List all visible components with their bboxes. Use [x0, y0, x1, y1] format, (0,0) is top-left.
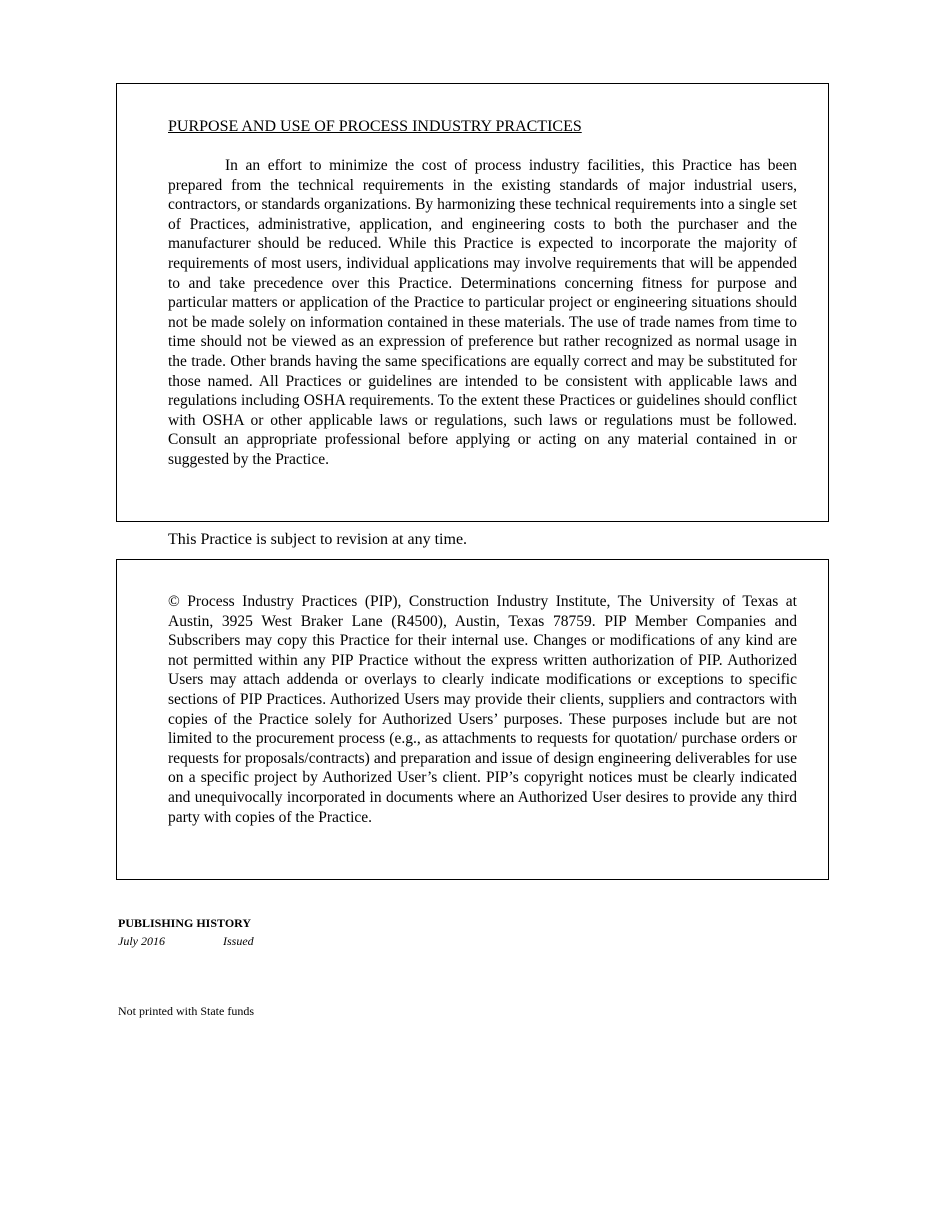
publishing-history-status: Issued [223, 934, 254, 948]
purpose-paragraph: In an effort to minimize the cost of process industry facilities, this Practice has been prepared from the technical requirements in the existing standards of major industrial users, contractors, or standards organizations. By harmonizing these technical requirements into a single set of Practices, administrative, application, and engineering costs to both the purchaser and the manufacturer should be reduced. While this Practice is expected to incorporate the majority of requirements of most users, individual applications may involve requirements that will be appended to and take precedence over this Practice. Determinations concerning fitness for purpose and particular matters or application of the Practice to particular project or engineering situations should not be made solely on information contained in these materials. The use of trade names from time to time should not be viewed as an expression of preference but rather recognized as normal usage in the trade. Other brands having the same specifications are equally correct and may be substituted for those named. All Practices or guidelines are intended to be consistent with applicable laws and regulations including OSHA requirements. To the extent these Practices or guidelines should conflict with OSHA or other applicable laws or regulations, such laws or regulations must be followed. Consult an appropriate professional before applying or acting on any material contained in or suggested by the Practice. [168, 157, 797, 468]
footer-note: Not printed with State funds [118, 1004, 254, 1018]
revision-note: This Practice is subject to revision at any time. [168, 531, 468, 548]
publishing-history-title: PUBLISHING HISTORY [118, 916, 252, 930]
purpose-heading: PURPOSE AND USE OF PROCESS INDUSTRY PRACTICES [168, 118, 582, 135]
purpose-box [116, 83, 829, 522]
copyright-box [116, 559, 829, 880]
publishing-history-date: July 2016 [118, 934, 165, 948]
copyright-paragraph: © Process Industry Practices (PIP), Construction Industry Institute, The University of Texas at Austin, 3925 West Braker Lane (R4500), Austin, Texas 78759. PIP Member Companies and Subscribers may copy this Practice for their internal use. Changes or modifications of any kind are not permitted within any PIP Practice without the express written authorization of PIP. Authorized Users may attach addenda or overlays to clearly indicate modifications or exceptions to specific sections of PIP Practices. Authorized Users may provide their clients, suppliers and contractors with copies of the Practice solely for Authorized Users’ purposes. These purposes include but are not limited to the procurement process (e.g., as attachments to requests for quotation/ purchase orders or requests for proposals/contracts) and preparation and issue of design engineering deliverables for use on a specific project by Authorized User’s client. PIP’s copyright notices must be clearly indicated and unequivocally incorporated in documents where an Authorized User desires to provide any third party with copies of the Practice. [168, 593, 797, 826]
